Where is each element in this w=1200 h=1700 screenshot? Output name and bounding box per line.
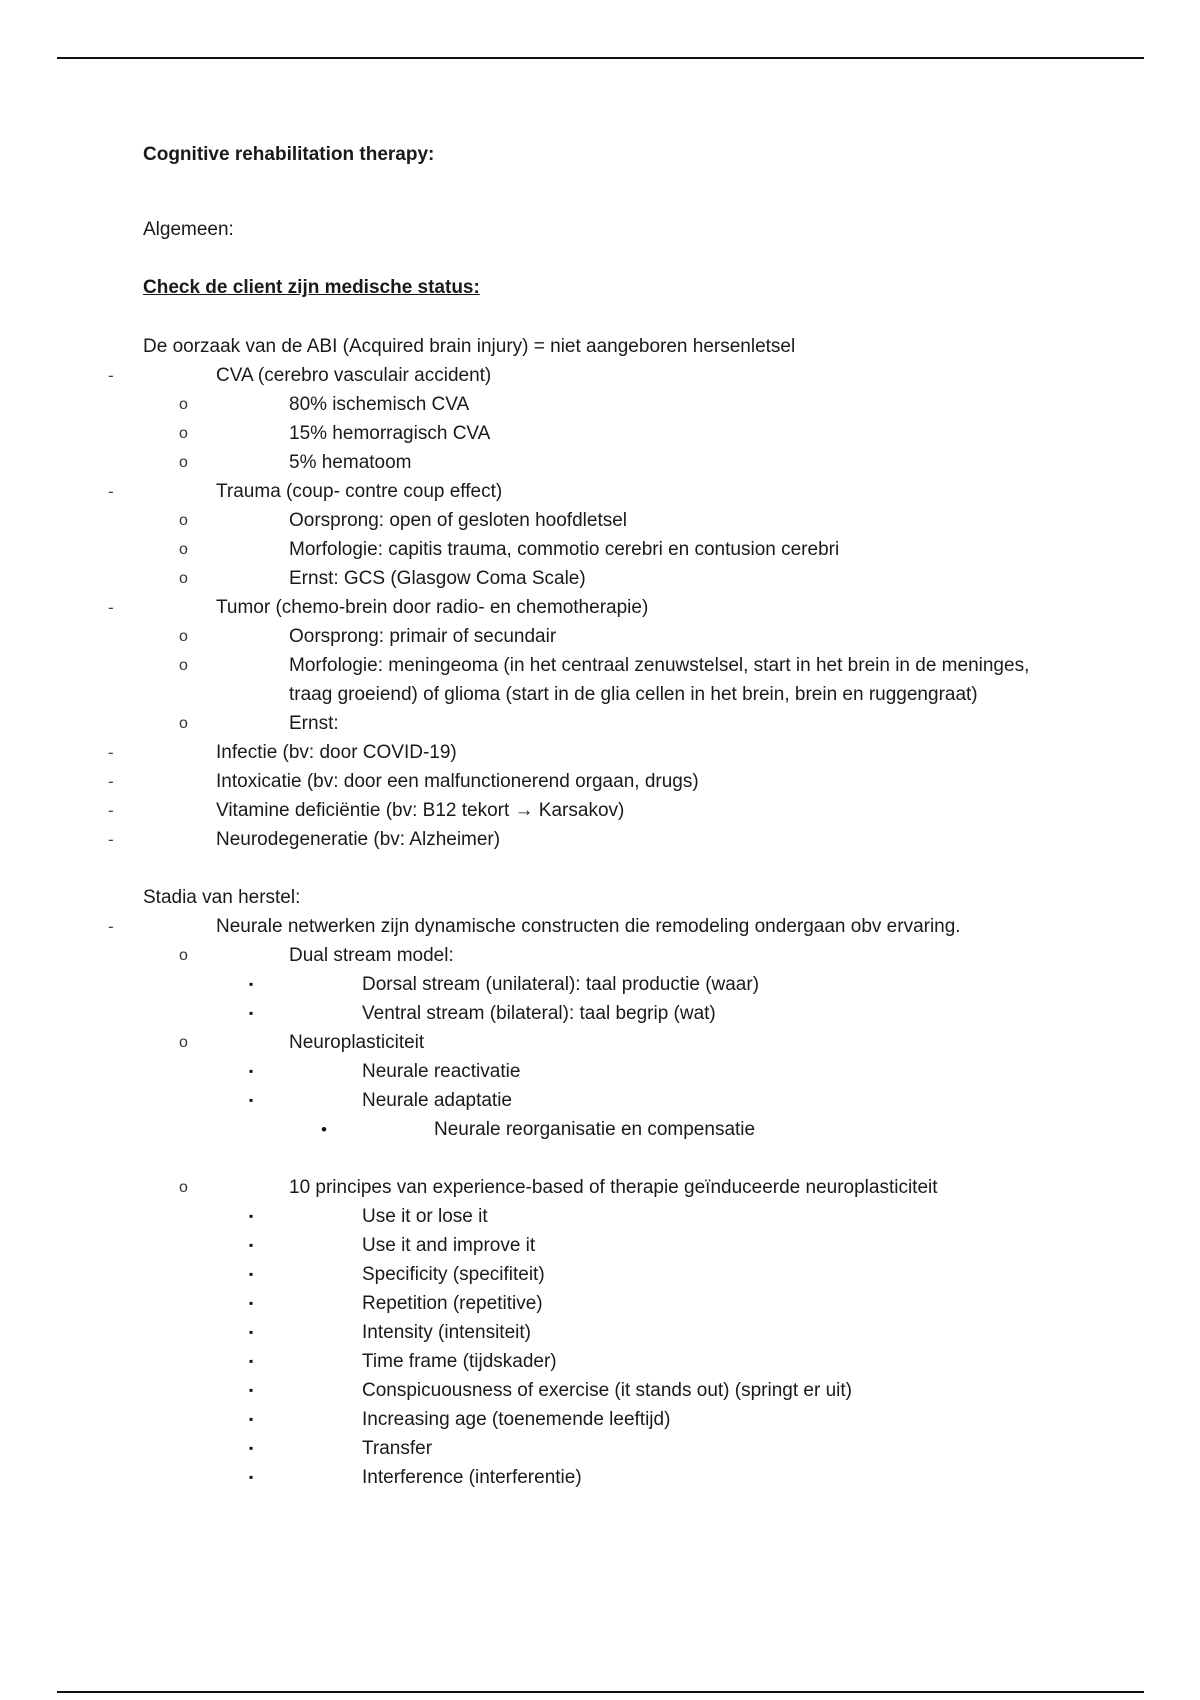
neuroplasticity [179, 1028, 1043, 1144]
tumor-sublist [179, 622, 1043, 738]
list-item-text: Transfer [362, 1438, 433, 1459]
list-item [179, 651, 1035, 709]
cause-tumor [108, 593, 1043, 738]
section-heading-medical-status: Check de client zijn medische status: [143, 277, 480, 298]
list-item-text: Intensity (intensiteit) [362, 1322, 531, 1343]
list-item-text: Repetition (repetitive) [362, 1293, 543, 1314]
list-item [249, 1260, 1043, 1289]
list-item [179, 448, 1043, 477]
cause-vitamin-deficiency [108, 796, 1043, 825]
circle-marker: o [179, 541, 188, 558]
circle-marker: o [179, 512, 188, 529]
circle-marker: o [179, 570, 188, 587]
list-item-text: Conspicuousness of exercise (it stands out) (springt er uit) [362, 1380, 852, 1401]
list-item-text: Morfologie: capitis trauma, commotio cerebri en contusion cerebri [289, 539, 840, 560]
list-item [249, 1202, 1043, 1231]
square-marker: ▪ [249, 1383, 254, 1397]
square-marker: ▪ [249, 1093, 254, 1107]
square-marker: ▪ [249, 1296, 254, 1310]
list-item [249, 999, 1043, 1028]
list-item [179, 709, 1043, 738]
cause-trauma-label: Trauma (coup- contre coup effect) [216, 481, 503, 502]
list-item-text: Ernst: [289, 713, 339, 734]
list-item-text: Neurale reorganisatie en compensatie [434, 1119, 756, 1140]
document-title: Cognitive rehabilitation therapy: [143, 144, 435, 165]
stage-networks-text: Neurale netwerken zijn dynamische constructen die remodeling ondergaan obv ervaring. [216, 916, 961, 937]
cause-cva-label: CVA (cerebro vasculair accident) [216, 365, 492, 386]
square-marker: ▪ [249, 1209, 254, 1223]
cause-intoxication-label: Intoxicatie (bv: door een malfunctionerend orgaan, drugs) [216, 771, 699, 792]
list-item [249, 1086, 1043, 1144]
principles-sublist [249, 1202, 1043, 1492]
square-marker: ▪ [249, 1412, 254, 1426]
list-item [179, 622, 1043, 651]
list-item-text: Neurale adaptatie [362, 1090, 512, 1111]
principles-label: 10 principes van experience-based of therapie geïnduceerde neuroplasticiteit [289, 1177, 938, 1198]
list-item-text: Neurale reactivatie [362, 1061, 521, 1082]
list-item [249, 1347, 1043, 1376]
circle-marker: o [179, 1034, 188, 1051]
list-item-text: Increasing age (toenemende leeftijd) [362, 1409, 671, 1430]
cause-tumor-label: Tumor (chemo-brein door radio- en chemotherapie) [216, 597, 649, 618]
dual-stream-label: Dual stream model: [289, 945, 454, 966]
square-marker: ▪ [249, 1064, 254, 1078]
list-item [249, 970, 1043, 999]
stages-sublist [179, 941, 1043, 1492]
dual-stream-sublist [249, 970, 1043, 1028]
list-item-text: 15% hemorragisch CVA [289, 423, 491, 444]
cause-infection-label: Infectie (bv: door COVID-19) [216, 742, 457, 763]
cause-infection [108, 738, 1043, 767]
dash-marker: - [108, 482, 114, 501]
list-item [179, 564, 1043, 593]
list-item [249, 1231, 1043, 1260]
list-item [249, 1376, 1043, 1405]
list-item-text: Dorsal stream (unilateral): taal productie (waar) [362, 974, 760, 995]
circle-marker: o [179, 947, 188, 964]
general-label: Algemeen: [143, 219, 234, 240]
adaptation-sublist [321, 1115, 1043, 1144]
cause-trauma [108, 477, 1043, 593]
cause-intoxication [108, 767, 1043, 796]
header-rule [57, 57, 1144, 59]
cva-sublist [179, 390, 1043, 477]
circle-marker: o [179, 454, 188, 471]
square-marker: ▪ [249, 1267, 254, 1281]
circle-marker: o [179, 715, 188, 732]
principles [179, 1173, 1043, 1492]
causes-list [108, 361, 1043, 854]
list-item-text: Use it and improve it [362, 1235, 536, 1256]
stage-networks [108, 912, 1043, 1492]
dash-marker: - [108, 830, 114, 849]
list-item [179, 535, 1043, 564]
square-marker: ▪ [249, 977, 254, 991]
dash-marker: - [108, 772, 114, 791]
list-item-text: Specificity (specifiteit) [362, 1264, 545, 1285]
list-item-text: Ernst: GCS (Glasgow Coma Scale) [289, 568, 586, 589]
dash-marker: - [108, 598, 114, 617]
cause-neurodegeneration-label: Neurodegeneratie (bv: Alzheimer) [216, 829, 501, 850]
square-marker: ▪ [249, 1325, 254, 1339]
circle-marker: o [179, 628, 188, 645]
list-item-text: Morfologie: meningeoma (in het centraal zenuwstelsel, start in het brein in de meninges, traag groeiend) of glioma (start in de glia cellen in het brein, brein en ruggengraat) [289, 655, 1030, 705]
cause-cva [108, 361, 1043, 477]
stages-label: Stadia van herstel: [143, 887, 301, 908]
neuroplasticity-sublist [249, 1057, 1043, 1144]
list-item [249, 1057, 1043, 1086]
cause-neurodegeneration [108, 825, 1043, 854]
list-item [249, 1434, 1043, 1463]
footer-rule [57, 1691, 1144, 1693]
list-item-text: 80% ischemisch CVA [289, 394, 470, 415]
list-item [179, 390, 1043, 419]
square-marker: ▪ [249, 1354, 254, 1368]
dash-marker: - [108, 366, 114, 385]
stages-list [108, 912, 1043, 1492]
dash-marker: - [108, 801, 114, 820]
abi-intro-line: De oorzaak van de ABI (Acquired brain injury) = niet aangeboren hersenletsel [143, 336, 796, 357]
dash-marker: - [108, 917, 114, 936]
square-marker: ▪ [249, 1238, 254, 1252]
list-item-text: Ventral stream (bilateral): taal begrip (wat) [362, 1003, 716, 1024]
dual-stream-model [179, 941, 1043, 1028]
neuroplasticity-label: Neuroplasticiteit [289, 1032, 425, 1053]
list-item [179, 506, 1043, 535]
list-item [249, 1289, 1043, 1318]
document-body [108, 140, 1043, 1492]
dash-marker: - [108, 743, 114, 762]
list-item [249, 1463, 1043, 1492]
square-marker: ▪ [249, 1006, 254, 1020]
list-item-text: Oorsprong: primair of secundair [289, 626, 557, 647]
list-item-text: Time frame (tijdskader) [362, 1351, 557, 1372]
list-item-text: 5% hematoom [289, 452, 412, 473]
list-item [179, 419, 1043, 448]
list-item [321, 1115, 1043, 1144]
list-item-text: Interference (interferentie) [362, 1467, 582, 1488]
square-marker: ▪ [249, 1441, 254, 1455]
list-item-text: Use it or lose it [362, 1206, 488, 1227]
dot-marker: • [321, 1120, 327, 1139]
circle-marker: o [179, 1179, 188, 1196]
circle-marker: o [179, 657, 188, 674]
list-item [249, 1405, 1043, 1434]
list-item [249, 1318, 1043, 1347]
list-item-text: Oorsprong: open of gesloten hoofdletsel [289, 510, 628, 531]
square-marker: ▪ [249, 1470, 254, 1484]
trauma-sublist [179, 506, 1043, 593]
cause-vitamin-label: Vitamine deficiëntie (bv: B12 tekort → Karsakov) [216, 800, 625, 821]
circle-marker: o [179, 425, 188, 442]
circle-marker: o [179, 396, 188, 413]
